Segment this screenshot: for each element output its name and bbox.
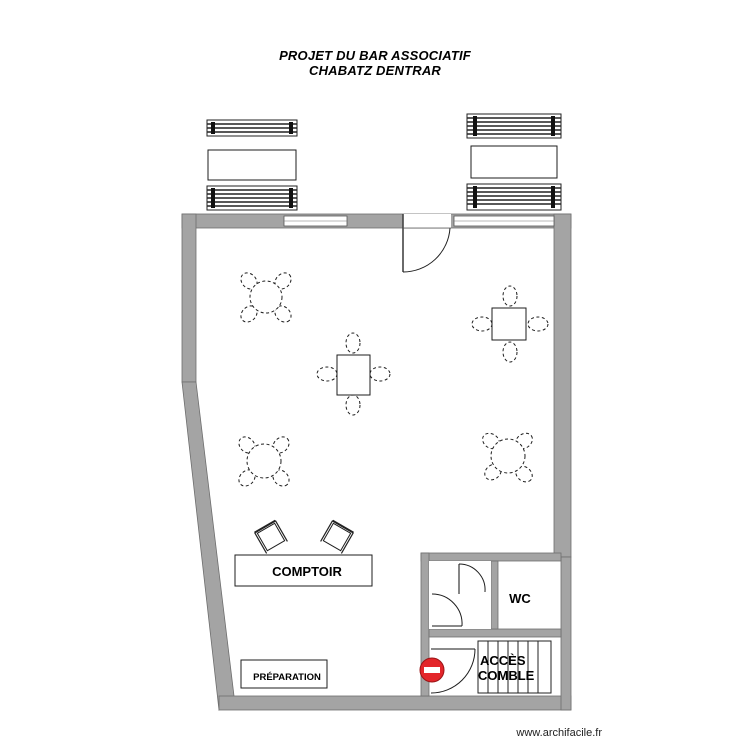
partition-wc [491,561,498,629]
entrance-door-opening [403,214,451,228]
no-entry-icon [420,658,444,682]
partition-top [421,553,561,561]
bar-stool-right [321,521,354,554]
watermark: www.archifacile.fr [516,727,602,739]
plan-title-line-1: PROJET DU BAR ASSOCIATIF [279,48,471,63]
attic-label-line-2: COMBLE [478,668,535,683]
bar-stool-left [255,521,288,554]
terrace-table-top-right [471,146,557,178]
terrace-bench-right-top [467,114,561,138]
terrace-table-right [467,114,561,210]
wc-label: WC [509,591,531,606]
round-table-lower-left [236,434,293,490]
terrace-bench-right-bottom [467,184,561,210]
wall-right-lower [561,557,571,710]
round-table-lower-right [480,430,536,485]
terrace-table-left [207,120,297,210]
plan-title-line-2: CHABATZ DENTRAR [308,63,442,78]
attic-label-line-1: ACCÈS [480,653,526,668]
round-table-top-left [238,270,295,326]
terrace-bench-left-bottom [207,186,297,210]
terrace-table-top-left [208,150,296,180]
terrace-bench-left-top [207,120,297,136]
square-table-top-right [472,286,548,362]
wall-right-upper [554,214,571,557]
partition-middle [429,629,561,637]
prep-label: PRÉPARATION [253,672,321,683]
wall-left-upper [182,214,196,382]
wall-left-slanted [182,382,234,710]
wall-bottom [219,696,571,710]
rect-table-center [317,333,390,415]
storage-door [429,561,491,629]
counter-label: COMPTOIR [272,564,342,579]
